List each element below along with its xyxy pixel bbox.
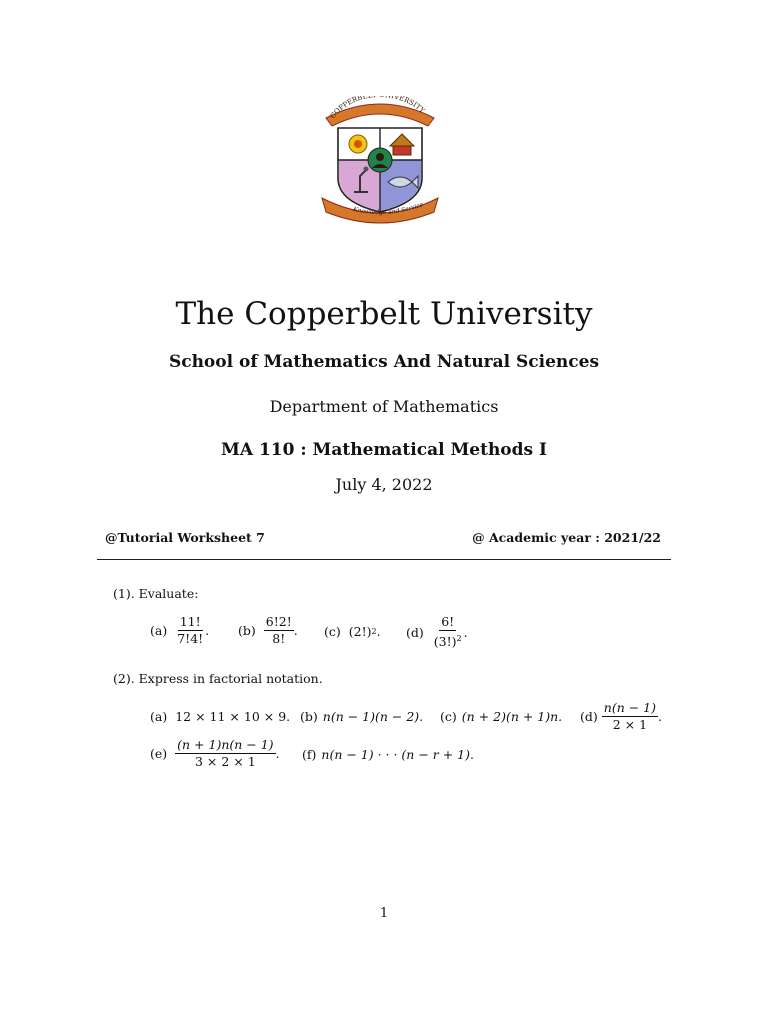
punctuation: .	[293, 623, 298, 638]
expression: n(n − 1) · · · (n − r + 1).	[321, 747, 474, 762]
punctuation: .	[205, 623, 210, 638]
department-name: Department of Mathematics	[269, 397, 499, 416]
punctuation: .	[463, 624, 468, 640]
question-number: (2).	[113, 671, 135, 686]
fraction	[264, 615, 294, 646]
header-divider	[97, 559, 671, 560]
q2-part-d	[580, 701, 662, 732]
q2-part-e	[150, 738, 280, 769]
university-crest-logo	[318, 96, 442, 226]
expression: n(n − 1)(n − 2).	[322, 709, 424, 724]
part-label: (c)	[440, 709, 457, 724]
punctuation: .	[275, 746, 280, 761]
fraction-denominator: 3 × 2 × 1	[195, 754, 256, 769]
fraction-numerator: 6!	[441, 614, 455, 629]
part-label: (a)	[150, 623, 168, 638]
document-date: July 4, 2022	[335, 475, 433, 494]
part-label: (b)	[300, 709, 318, 724]
fraction-denominator: 7!4!	[177, 631, 204, 646]
university-title: The Copperbelt University	[175, 296, 593, 332]
q1-part-d	[406, 615, 468, 649]
fraction-denominator: 8!	[272, 631, 286, 646]
punctuation: .	[658, 709, 662, 724]
q2-part-f	[302, 747, 474, 762]
q2-part-b	[300, 709, 423, 724]
fraction	[175, 615, 205, 646]
expression: (2!)	[348, 624, 372, 639]
q1-part-b	[238, 615, 298, 646]
fraction	[432, 615, 464, 649]
fraction-denominator: 2 × 1	[612, 717, 648, 732]
course-title: MA 110 : Mathematical Methods I	[221, 440, 547, 460]
worksheet-label: @Tutorial Worksheet 7	[105, 530, 265, 545]
part-label: (d)	[406, 624, 424, 640]
part-label: (b)	[238, 623, 256, 638]
question-prompt: Evaluate:	[138, 586, 199, 601]
expression: 12 × 11 × 10 × 9.	[175, 709, 291, 724]
part-label: (e)	[150, 746, 168, 761]
question-prompt: Express in factorial notation.	[138, 671, 323, 686]
fraction-denominator: $(3!)^2$	[433, 634, 462, 650]
crest-banner-text: Knowledge and Service	[352, 201, 425, 217]
fraction-numerator: (n + 1)n(n − 1)	[177, 737, 274, 752]
fraction-numerator: 6!2!	[265, 614, 292, 629]
q2-part-a	[150, 709, 290, 724]
fraction-numerator: 11!	[179, 614, 201, 629]
question-number: (1).	[113, 586, 135, 601]
fraction	[175, 738, 275, 769]
part-label: (f)	[302, 747, 317, 762]
part-label: (a)	[150, 709, 168, 724]
question-2-heading	[113, 671, 323, 686]
expression: (n + 2)(n + 1)n.	[461, 709, 563, 724]
fraction	[602, 701, 658, 732]
page-number: 1	[379, 906, 389, 921]
question-1-heading	[113, 586, 198, 601]
part-label: (c)	[324, 624, 341, 639]
q1-part-a	[150, 615, 209, 646]
punctuation: .	[376, 624, 381, 639]
academic-year-label: @ Academic year : 2021/22	[472, 530, 661, 545]
q1-part-c	[324, 624, 381, 639]
fraction-numerator: n(n − 1)	[603, 700, 656, 715]
crest-top-text: COPPERBE IVERSITY	[328, 96, 427, 121]
part-label: (d)	[580, 709, 598, 724]
school-name: School of Mathematics And Natural Sciences	[168, 352, 600, 372]
exponent: 2	[371, 627, 377, 636]
q2-part-c	[440, 709, 562, 724]
